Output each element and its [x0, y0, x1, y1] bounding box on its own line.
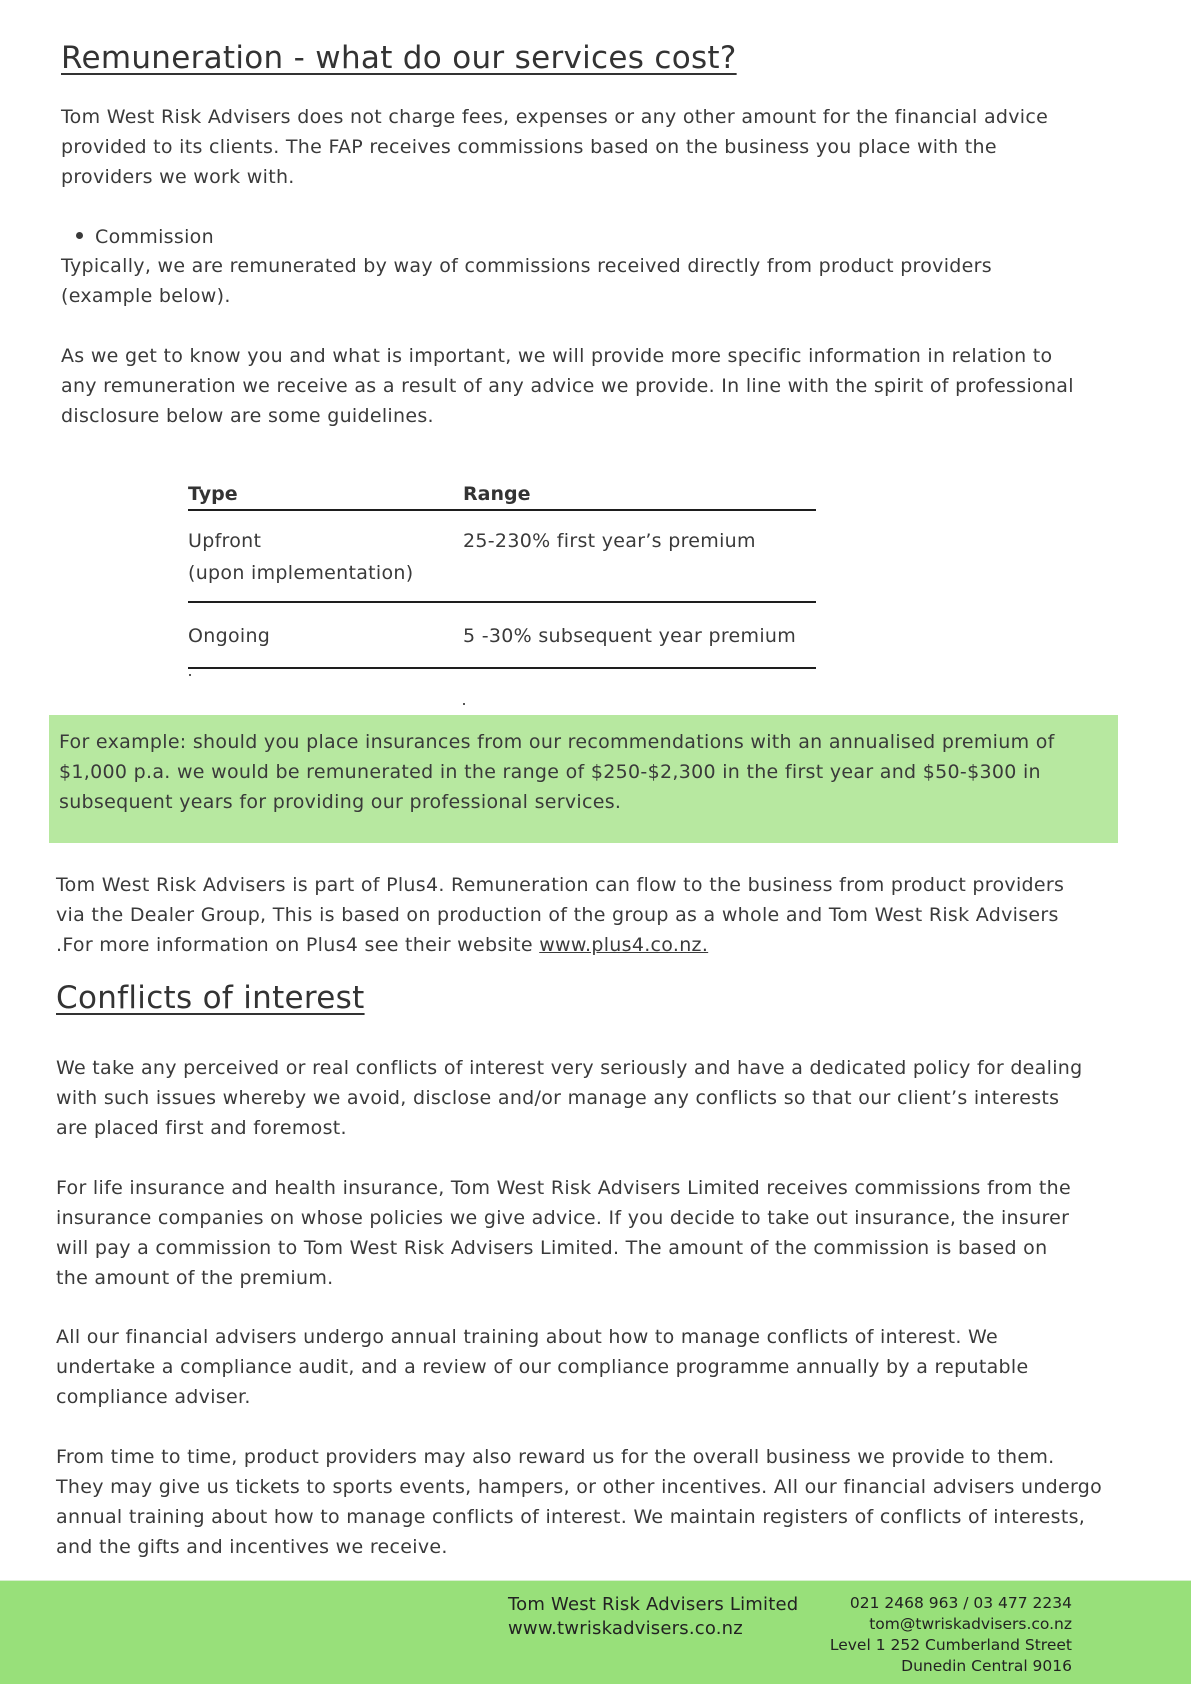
text-line: For life insurance and health insurance, Tom West Risk Advisers Limited receives commissions from the [56, 1177, 1071, 1199]
table-cell-range: 5 -30% subsequent year premium [463, 625, 797, 647]
example-callout [49, 715, 1118, 843]
text-line: the amount of the premium. [56, 1267, 334, 1289]
conflicts-heading: Conflicts of interest [56, 980, 365, 1016]
text-line: compliance adviser. [56, 1386, 251, 1408]
stray-dot [189, 674, 191, 676]
header-rule [188, 509, 816, 511]
conflicts-paragraph-3 [56, 1322, 1028, 1412]
row-rule [188, 601, 816, 603]
typically-paragraph [61, 251, 992, 311]
conflicts-paragraph-4 [56, 1442, 1102, 1562]
text-line: For example: should you place insurances from our recommendations with an annualised premium of [59, 731, 1055, 753]
page-footer [0, 1580, 1191, 1684]
footer-address-line1: Level 1 252 Cumberland Street [829, 1636, 1072, 1654]
text-fragment: .For more information on Plus4 see their website [56, 934, 540, 956]
footer-company-block [508, 1593, 798, 1641]
footer-contact-block [830, 1593, 1072, 1677]
plus4-paragraph [56, 870, 1064, 960]
text-line: From time to time, product providers may also reward us for the overall business we provide to them. [56, 1446, 1055, 1468]
text-line: any remuneration we receive as a result of any advice we provide. In line with the spirit of professional [61, 375, 1074, 397]
text-line: Typically, we are remunerated by way of commissions received directly from product providers [61, 255, 992, 277]
text-line: via the Dealer Group, This is based on production of the group as a whole and Tom West Risk Advisers [56, 904, 1059, 926]
intro-paragraph [61, 102, 1048, 192]
conflicts-paragraph-1 [56, 1053, 1082, 1143]
text-line: We take any perceived or real conflicts of interest very seriously and have a dedicated policy for dealing [56, 1057, 1083, 1079]
text-line: $1,000 p.a. we would be remunerated in the range of $250-$2,300 in the first year and $50-$300 in [59, 761, 1041, 783]
commission-bullet [76, 222, 214, 252]
footer-phone: 021 2468 963 / 03 477 2234 [849, 1594, 1072, 1612]
footer-email-link[interactable]: tom@twriskadvisers.co.nz [869, 1615, 1072, 1633]
text-line: undertake a compliance audit, and a review of our compliance programme annually by a reputable [56, 1356, 1029, 1378]
plus4-website-link[interactable]: www.plus4.co.nz. [539, 934, 709, 956]
type-line: Upfront [188, 530, 262, 552]
table-cell-type [188, 525, 413, 589]
remuneration-heading: Remuneration - what do our services cost? [61, 40, 737, 76]
text-line: All our financial advisers undergo annual training about how to manage conflicts of interest. We [56, 1326, 998, 1348]
type-line: (upon implementation) [188, 562, 414, 584]
column-header-range: Range [463, 483, 531, 505]
example-paragraph [59, 727, 1055, 817]
text-line: (example below). [61, 285, 231, 307]
text-line: and the gifts and incentives we receive. [56, 1536, 448, 1558]
text-line: are placed first and foremost. [56, 1117, 347, 1139]
text-line: provided to its clients. The FAP receives commissions based on the business you place with the [61, 136, 997, 158]
stray-dot [463, 703, 465, 705]
text-line [56, 930, 1064, 960]
column-header-type: Type [188, 483, 238, 505]
bullet-label: Commission [95, 226, 214, 248]
text-line: insurance companies on whose policies we give advice. If you decide to take out insurance, the insurer [56, 1207, 1070, 1229]
footer-company-name: Tom West Risk Advisers Limited [508, 1594, 799, 1615]
text-line: will pay a commission to Tom West Risk Advisers Limited. The amount of the commission is based on [56, 1237, 1048, 1259]
text-line: disclosure below are some guidelines. [61, 405, 434, 427]
text-line: Tom West Risk Advisers does not charge fees, expenses or any other amount for the financial advice [61, 106, 1049, 128]
text-line: with such issues whereby we avoid, disclose and/or manage any conflicts so that our client’s interests [56, 1087, 1060, 1109]
text-line: annual training about how to manage conflicts of interest. We maintain registers of conflicts of interests, [56, 1506, 1086, 1528]
conflicts-paragraph-2 [56, 1173, 1071, 1293]
text-line: subsequent years for providing our professional services. [59, 791, 622, 813]
footer-website-link[interactable]: www.twriskadvisers.co.nz [508, 1618, 743, 1639]
text-line: Tom West Risk Advisers is part of Plus4. Remuneration can flow to the business from product providers [56, 874, 1065, 896]
footer-address-line2: Dunedin Central 9016 [901, 1657, 1072, 1675]
table-cell-range: 25-230% first year’s premium [463, 530, 756, 552]
bullet-icon [76, 232, 83, 239]
text-line: They may give us tickets to sports events, hampers, or other incentives. All our financial advisers undergo [56, 1476, 1103, 1498]
text-line: As we get to know you and what is important, we will provide more specific information in relation to [61, 345, 1053, 367]
table-cell-type: Ongoing [188, 625, 271, 647]
row-rule [188, 667, 816, 669]
specific-info-paragraph [61, 341, 1074, 431]
text-line: providers we work with. [61, 166, 295, 188]
